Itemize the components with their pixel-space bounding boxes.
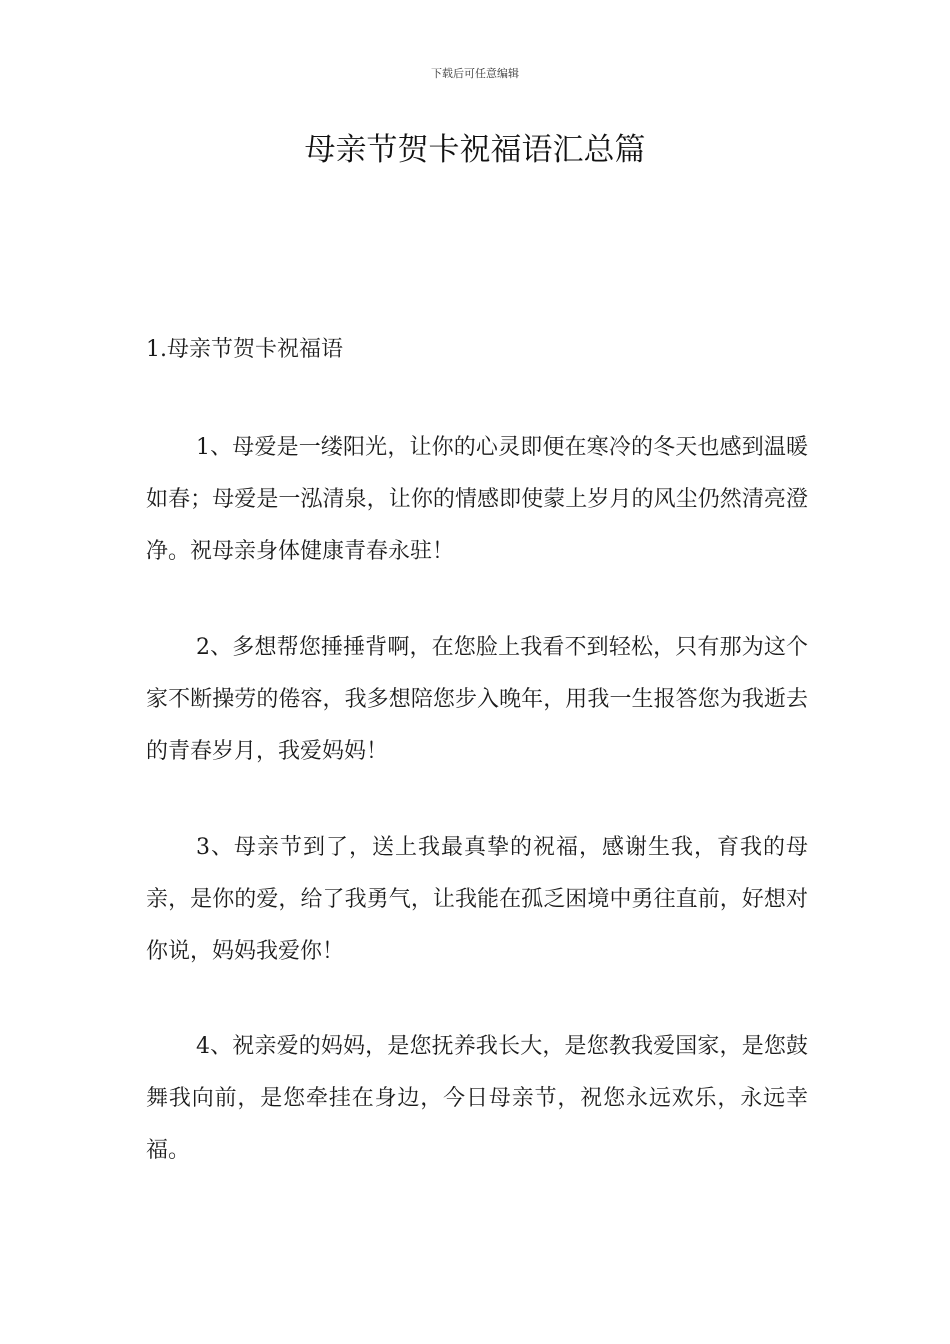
paragraph-3: 3、母亲节到了，送上我最真挚的祝福，感谢生我，育我的母亲，是你的爱，给了我勇气，让我能在孤乏困境中勇往直前，好想对你说，妈妈我爱你！	[146, 835, 808, 964]
document-title: 母亲节贺卡祝福语汇总篇	[304, 132, 646, 168]
paragraph-1: 1、母爱是一缕阳光，让你的心灵即便在寒冷的冬天也感到温暖如春；母爱是一泓清泉，让你的情感即使蒙上岁月的风尘仍然清亮澄净。祝母亲身体健康青春永驻！	[146, 435, 808, 564]
header-note: 下载后可任意编辑	[431, 67, 519, 80]
paragraph-4: 4、祝亲爱的妈妈，是您抚养我长大，是您教我爱国家，是您鼓舞我向前，是您牵挂在身边，今日母亲节，祝您永远欢乐，永远幸福。	[146, 1034, 808, 1163]
paragraph-2: 2、多想帮您捶捶背啊，在您脸上我看不到轻松，只有那为这个家不断操劳的倦容，我多想陪您步入晚年，用我一生报答您为我逝去的青春岁月，我爱妈妈！	[146, 635, 808, 764]
section-heading: 1.母亲节贺卡祝福语	[146, 337, 343, 362]
